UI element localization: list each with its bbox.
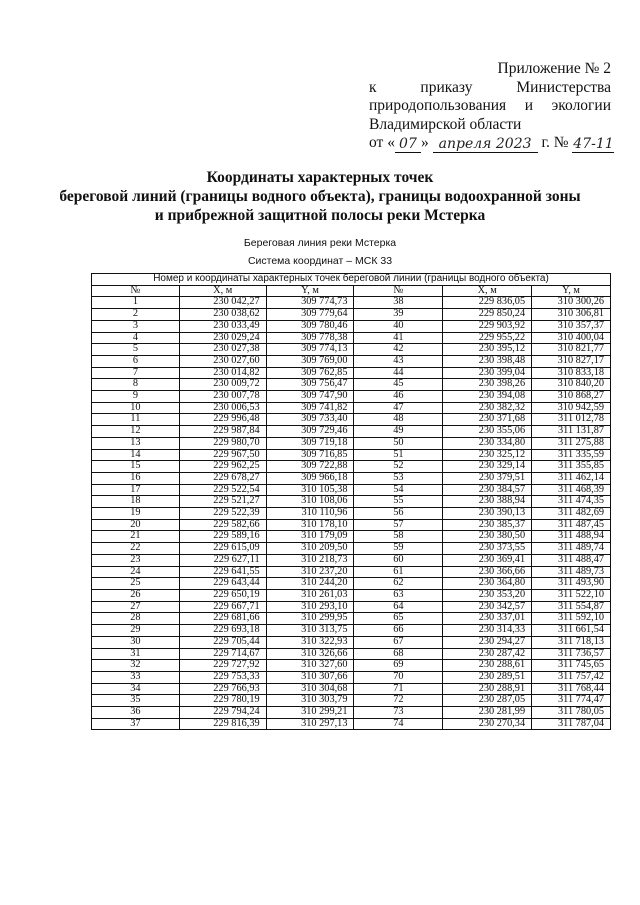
point-number-left: 10 bbox=[92, 402, 180, 414]
point-number-left: 18 bbox=[92, 496, 180, 508]
y-coordinate-right: 311 768,44 bbox=[532, 683, 611, 695]
table-row bbox=[92, 379, 611, 391]
point-number-right: 63 bbox=[354, 589, 443, 601]
point-number-left: 20 bbox=[92, 519, 180, 531]
table-row bbox=[92, 566, 611, 578]
table-header-row bbox=[92, 285, 611, 297]
coordinate-system: Система координат – МСК 33 bbox=[247, 255, 393, 267]
y-coordinate-left: 309 741,82 bbox=[266, 402, 354, 414]
title-line-2: береговой линий (границы водного объекта), границы водоохранной зоны bbox=[59, 188, 581, 205]
table-row bbox=[92, 519, 611, 531]
y-coordinate-right: 311 487,45 bbox=[532, 519, 611, 531]
y-coordinate-left: 310 209,50 bbox=[266, 543, 354, 555]
point-number-left: 19 bbox=[92, 508, 180, 520]
y-coordinate-left: 309 722,88 bbox=[266, 461, 354, 473]
coordinates-table bbox=[91, 273, 611, 730]
point-number-left: 22 bbox=[92, 543, 180, 555]
point-number-right: 39 bbox=[354, 309, 443, 321]
x-coordinate-right: 230 325,12 bbox=[443, 449, 532, 461]
point-number-left: 15 bbox=[92, 461, 180, 473]
x-coordinate-right: 230 288,91 bbox=[443, 683, 532, 695]
appendix-ecology-word: экологии bbox=[551, 97, 611, 114]
point-number-right: 56 bbox=[354, 508, 443, 520]
appendix-line-order bbox=[369, 79, 611, 98]
table-row bbox=[92, 332, 611, 344]
y-coordinate-left: 309 716,85 bbox=[266, 449, 354, 461]
table-row bbox=[92, 414, 611, 426]
point-number-left: 6 bbox=[92, 355, 180, 367]
y-coordinate-right: 311 736,57 bbox=[532, 648, 611, 660]
table-row bbox=[92, 660, 611, 672]
y-coordinate-left: 309 779,64 bbox=[266, 309, 354, 321]
point-number-right: 46 bbox=[354, 391, 443, 403]
x-coordinate-left: 229 615,09 bbox=[179, 543, 266, 555]
appendix-header bbox=[369, 60, 614, 153]
point-number-left: 32 bbox=[92, 660, 180, 672]
table-body bbox=[92, 297, 611, 730]
y-coordinate-right: 310 357,37 bbox=[532, 320, 611, 332]
y-coordinate-left: 310 299,95 bbox=[266, 613, 354, 625]
x-coordinate-left: 229 967,50 bbox=[179, 449, 266, 461]
y-coordinate-left: 310 303,79 bbox=[266, 695, 354, 707]
x-coordinate-right: 229 836,05 bbox=[443, 297, 532, 309]
y-coordinate-right: 310 306,81 bbox=[532, 309, 611, 321]
table-row bbox=[92, 636, 611, 648]
point-number-right: 40 bbox=[354, 320, 443, 332]
y-coordinate-left: 309 762,85 bbox=[266, 367, 354, 379]
point-number-left: 12 bbox=[92, 426, 180, 438]
x-coordinate-left: 229 766,93 bbox=[179, 683, 266, 695]
point-number-left: 9 bbox=[92, 391, 180, 403]
point-number-left: 31 bbox=[92, 648, 180, 660]
x-coordinate-right: 230 289,51 bbox=[443, 671, 532, 683]
point-number-left: 34 bbox=[92, 683, 180, 695]
point-number-left: 17 bbox=[92, 484, 180, 496]
x-coordinate-left: 230 009,72 bbox=[179, 379, 266, 391]
point-number-right: 51 bbox=[354, 449, 443, 461]
y-coordinate-left: 310 244,20 bbox=[266, 578, 354, 590]
point-number-right: 67 bbox=[354, 636, 443, 648]
table-row bbox=[92, 320, 611, 332]
x-coordinate-left: 229 727,92 bbox=[179, 660, 266, 672]
y-coordinate-right: 311 522,10 bbox=[532, 589, 611, 601]
point-number-left: 3 bbox=[92, 320, 180, 332]
x-coordinate-left: 229 582,66 bbox=[179, 519, 266, 531]
y-coordinate-left: 310 297,13 bbox=[266, 718, 354, 730]
point-number-left: 30 bbox=[92, 636, 180, 648]
x-coordinate-right: 230 382,32 bbox=[443, 402, 532, 414]
y-coordinate-right: 311 592,10 bbox=[532, 613, 611, 625]
point-number-left: 4 bbox=[92, 332, 180, 344]
x-coordinate-right: 230 379,51 bbox=[443, 472, 532, 484]
point-number-left: 7 bbox=[92, 367, 180, 379]
x-coordinate-left: 229 987,84 bbox=[179, 426, 266, 438]
y-coordinate-right: 311 787,04 bbox=[532, 718, 611, 730]
table-row bbox=[92, 426, 611, 438]
date-month-year: апреля 2023 bbox=[433, 135, 538, 153]
y-coordinate-right: 311 718,13 bbox=[532, 636, 611, 648]
year-suffix: г. № bbox=[541, 134, 569, 151]
point-number-left: 35 bbox=[92, 695, 180, 707]
point-number-right: 72 bbox=[354, 695, 443, 707]
point-number-right: 59 bbox=[354, 543, 443, 555]
point-number-right: 48 bbox=[354, 414, 443, 426]
x-coordinate-right: 230 385,37 bbox=[443, 519, 532, 531]
table-row bbox=[92, 695, 611, 707]
y-coordinate-right: 311 488,94 bbox=[532, 531, 611, 543]
table-row bbox=[92, 449, 611, 461]
x-coordinate-left: 229 962,25 bbox=[179, 461, 266, 473]
y-coordinate-left: 310 327,60 bbox=[266, 660, 354, 672]
document-title bbox=[0, 168, 640, 225]
y-coordinate-right: 311 462,14 bbox=[532, 472, 611, 484]
y-coordinate-left: 309 729,46 bbox=[266, 426, 354, 438]
y-coordinate-left: 310 307,66 bbox=[266, 671, 354, 683]
y-coordinate-left: 309 756,47 bbox=[266, 379, 354, 391]
y-coordinate-left: 310 299,21 bbox=[266, 707, 354, 719]
x-coordinate-right: 230 398,26 bbox=[443, 379, 532, 391]
x-coordinate-right: 229 850,24 bbox=[443, 309, 532, 321]
y-coordinate-left: 309 769,00 bbox=[266, 355, 354, 367]
point-number-right: 49 bbox=[354, 426, 443, 438]
appendix-nature-word: природопользования bbox=[369, 97, 507, 114]
y-coordinate-right: 311 489,74 bbox=[532, 543, 611, 555]
point-number-right: 57 bbox=[354, 519, 443, 531]
y-coordinate-right: 311 474,35 bbox=[532, 496, 611, 508]
x-coordinate-left: 229 753,33 bbox=[179, 671, 266, 683]
point-number-right: 58 bbox=[354, 531, 443, 543]
point-number-left: 23 bbox=[92, 554, 180, 566]
point-number-right: 70 bbox=[354, 671, 443, 683]
y-coordinate-left: 310 178,10 bbox=[266, 519, 354, 531]
x-coordinate-right: 230 342,57 bbox=[443, 601, 532, 613]
table-row bbox=[92, 402, 611, 414]
y-coordinate-right: 311 335,59 bbox=[532, 449, 611, 461]
x-coordinate-right: 230 369,41 bbox=[443, 554, 532, 566]
y-coordinate-left: 309 778,38 bbox=[266, 332, 354, 344]
x-coordinate-left: 229 780,19 bbox=[179, 695, 266, 707]
y-coordinate-left: 310 304,68 bbox=[266, 683, 354, 695]
x-coordinate-right: 230 366,66 bbox=[443, 566, 532, 578]
y-coordinate-left: 310 313,75 bbox=[266, 625, 354, 637]
point-number-right: 71 bbox=[354, 683, 443, 695]
x-coordinate-right: 230 364,80 bbox=[443, 578, 532, 590]
x-coordinate-right: 230 353,20 bbox=[443, 589, 532, 601]
table-row bbox=[92, 543, 611, 555]
appendix-region: Владимирской области bbox=[369, 115, 522, 133]
x-coordinate-right: 230 398,48 bbox=[443, 355, 532, 367]
y-coordinate-left: 309 780,46 bbox=[266, 320, 354, 332]
y-coordinate-left: 310 261,03 bbox=[266, 589, 354, 601]
table-row bbox=[92, 472, 611, 484]
y-coordinate-right: 311 774,47 bbox=[532, 695, 611, 707]
x-coordinate-right: 230 287,05 bbox=[443, 695, 532, 707]
x-coordinate-right: 230 395,12 bbox=[443, 344, 532, 356]
y-coordinate-right: 311 489,73 bbox=[532, 566, 611, 578]
table-row bbox=[92, 391, 611, 403]
x-coordinate-right: 230 394,08 bbox=[443, 391, 532, 403]
y-coordinate-left: 309 719,18 bbox=[266, 437, 354, 449]
date-mid: » bbox=[420, 134, 429, 151]
y-coordinate-right: 311 482,69 bbox=[532, 508, 611, 520]
x-coordinate-right: 230 373,55 bbox=[443, 543, 532, 555]
y-coordinate-right: 310 833,18 bbox=[532, 367, 611, 379]
x-coordinate-right: 230 337,01 bbox=[443, 613, 532, 625]
point-number-right: 65 bbox=[354, 613, 443, 625]
point-number-right: 64 bbox=[354, 601, 443, 613]
point-number-right: 73 bbox=[354, 707, 443, 719]
y-coordinate-right: 310 868,27 bbox=[532, 391, 611, 403]
y-coordinate-right: 310 821,77 bbox=[532, 344, 611, 356]
y-coordinate-left: 310 105,38 bbox=[266, 484, 354, 496]
point-number-right: 61 bbox=[354, 566, 443, 578]
appendix-to-word: к bbox=[369, 78, 377, 96]
appendix-order-word: приказу bbox=[420, 78, 473, 96]
table-row bbox=[92, 437, 611, 449]
x-coordinate-left: 229 650,19 bbox=[179, 589, 266, 601]
y-coordinate-left: 310 322,93 bbox=[266, 636, 354, 648]
point-number-right: 60 bbox=[354, 554, 443, 566]
x-coordinate-left: 230 027,60 bbox=[179, 355, 266, 367]
x-coordinate-left: 229 667,71 bbox=[179, 601, 266, 613]
y-coordinate-right: 311 757,42 bbox=[532, 671, 611, 683]
table-row bbox=[92, 355, 611, 367]
y-coordinate-left: 310 110,96 bbox=[266, 508, 354, 520]
y-coordinate-left: 310 237,20 bbox=[266, 566, 354, 578]
x-coordinate-left: 229 794,24 bbox=[179, 707, 266, 719]
table-row bbox=[92, 601, 611, 613]
y-coordinate-left: 310 218,73 bbox=[266, 554, 354, 566]
point-number-left: 26 bbox=[92, 589, 180, 601]
x-coordinate-right: 230 270,34 bbox=[443, 718, 532, 730]
point-number-right: 74 bbox=[354, 718, 443, 730]
table-row bbox=[92, 671, 611, 683]
x-coordinate-left: 229 681,66 bbox=[179, 613, 266, 625]
x-coordinate-left: 230 038,62 bbox=[179, 309, 266, 321]
point-number-left: 36 bbox=[92, 707, 180, 719]
x-coordinate-left: 229 589,16 bbox=[179, 531, 266, 543]
point-number-left: 21 bbox=[92, 531, 180, 543]
point-number-right: 68 bbox=[354, 648, 443, 660]
x-coordinate-left: 230 027,38 bbox=[179, 344, 266, 356]
table-row bbox=[92, 508, 611, 520]
point-number-left: 1 bbox=[92, 297, 180, 309]
header-y-right: Y, м bbox=[532, 285, 611, 297]
x-coordinate-left: 229 522,39 bbox=[179, 508, 266, 520]
x-coordinate-left: 229 521,27 bbox=[179, 496, 266, 508]
header-y-left: Y, м bbox=[266, 285, 354, 297]
point-number-right: 62 bbox=[354, 578, 443, 590]
title-line-1: Координаты характерных точек bbox=[206, 169, 434, 186]
appendix-ministry-word: Министерства bbox=[516, 78, 611, 96]
x-coordinate-left: 229 996,48 bbox=[179, 414, 266, 426]
x-coordinate-left: 229 522,54 bbox=[179, 484, 266, 496]
x-coordinate-right: 230 355,06 bbox=[443, 426, 532, 438]
point-number-left: 37 bbox=[92, 718, 180, 730]
y-coordinate-right: 311 745,65 bbox=[532, 660, 611, 672]
y-coordinate-left: 310 108,06 bbox=[266, 496, 354, 508]
point-number-left: 11 bbox=[92, 414, 180, 426]
x-coordinate-left: 229 816,39 bbox=[179, 718, 266, 730]
title-line-3: и прибрежной защитной полосы реки Мстерка bbox=[154, 207, 486, 224]
y-coordinate-left: 310 179,09 bbox=[266, 531, 354, 543]
table-row bbox=[92, 707, 611, 719]
point-number-right: 50 bbox=[354, 437, 443, 449]
x-coordinate-left: 229 643,44 bbox=[179, 578, 266, 590]
point-number-left: 8 bbox=[92, 379, 180, 391]
x-coordinate-left: 229 678,27 bbox=[179, 472, 266, 484]
order-number: 47-11 bbox=[573, 135, 614, 152]
x-coordinate-right: 230 294,27 bbox=[443, 636, 532, 648]
point-number-right: 42 bbox=[354, 344, 443, 356]
header-number-left: № bbox=[92, 285, 180, 297]
x-coordinate-left: 230 007,78 bbox=[179, 391, 266, 403]
x-coordinate-right: 230 388,94 bbox=[443, 496, 532, 508]
header-x-left: X, м bbox=[179, 285, 266, 297]
y-coordinate-right: 310 840,20 bbox=[532, 379, 611, 391]
y-coordinate-left: 309 733,40 bbox=[266, 414, 354, 426]
y-coordinate-left: 309 966,18 bbox=[266, 472, 354, 484]
y-coordinate-right: 311 661,54 bbox=[532, 625, 611, 637]
table-row bbox=[92, 367, 611, 379]
point-number-left: 13 bbox=[92, 437, 180, 449]
x-coordinate-left: 229 693,18 bbox=[179, 625, 266, 637]
appendix-order-line bbox=[369, 134, 614, 153]
table-row bbox=[92, 554, 611, 566]
x-coordinate-right: 230 371,68 bbox=[443, 414, 532, 426]
x-coordinate-left: 229 627,11 bbox=[179, 554, 266, 566]
x-coordinate-left: 229 714,67 bbox=[179, 648, 266, 660]
x-coordinate-right: 230 281,99 bbox=[443, 707, 532, 719]
table-row bbox=[92, 309, 611, 321]
y-coordinate-left: 309 774,73 bbox=[266, 297, 354, 309]
table-row bbox=[92, 613, 611, 625]
x-coordinate-right: 230 288,61 bbox=[443, 660, 532, 672]
point-number-right: 43 bbox=[354, 355, 443, 367]
x-coordinate-left: 230 042,27 bbox=[179, 297, 266, 309]
y-coordinate-right: 311 275,88 bbox=[532, 437, 611, 449]
x-coordinate-left: 230 014,82 bbox=[179, 367, 266, 379]
table-row bbox=[92, 625, 611, 637]
appendix-title: Приложение № 2 bbox=[497, 60, 611, 77]
table-caption-row bbox=[92, 274, 611, 286]
point-number-left: 2 bbox=[92, 309, 180, 321]
table-row bbox=[92, 683, 611, 695]
y-coordinate-right: 311 493,90 bbox=[532, 578, 611, 590]
table-caption: Номер и координаты характерных точек береговой линии (границы водного объекта) bbox=[92, 274, 611, 286]
point-number-right: 53 bbox=[354, 472, 443, 484]
y-coordinate-right: 311 131,87 bbox=[532, 426, 611, 438]
table-row bbox=[92, 344, 611, 356]
point-number-right: 54 bbox=[354, 484, 443, 496]
y-coordinate-left: 309 747,90 bbox=[266, 391, 354, 403]
table-row bbox=[92, 297, 611, 309]
table-row bbox=[92, 578, 611, 590]
x-coordinate-right: 230 399,04 bbox=[443, 367, 532, 379]
header-number-right: № bbox=[354, 285, 443, 297]
point-number-right: 45 bbox=[354, 379, 443, 391]
date-day: 07 bbox=[395, 135, 421, 153]
x-coordinate-left: 230 029,24 bbox=[179, 332, 266, 344]
y-coordinate-right: 311 554,87 bbox=[532, 601, 611, 613]
appendix-line-ministry bbox=[369, 97, 611, 116]
point-number-right: 69 bbox=[354, 660, 443, 672]
x-coordinate-left: 229 705,44 bbox=[179, 636, 266, 648]
point-number-right: 55 bbox=[354, 496, 443, 508]
y-coordinate-right: 310 300,26 bbox=[532, 297, 611, 309]
point-number-right: 52 bbox=[354, 461, 443, 473]
table-row bbox=[92, 718, 611, 730]
table-row bbox=[92, 589, 611, 601]
y-coordinate-left: 310 293,10 bbox=[266, 601, 354, 613]
point-number-left: 5 bbox=[92, 344, 180, 356]
x-coordinate-left: 229 980,70 bbox=[179, 437, 266, 449]
y-coordinate-right: 311 355,85 bbox=[532, 461, 611, 473]
point-number-left: 14 bbox=[92, 449, 180, 461]
x-coordinate-right: 230 390,13 bbox=[443, 508, 532, 520]
shoreline-subtitle: Береговая линия реки Мстерка bbox=[243, 237, 397, 249]
table-row bbox=[92, 496, 611, 508]
x-coordinate-right: 229 955,22 bbox=[443, 332, 532, 344]
point-number-right: 47 bbox=[354, 402, 443, 414]
point-number-left: 28 bbox=[92, 613, 180, 625]
point-number-left: 16 bbox=[92, 472, 180, 484]
x-coordinate-left: 229 641,55 bbox=[179, 566, 266, 578]
x-coordinate-right: 230 329,14 bbox=[443, 461, 532, 473]
y-coordinate-right: 311 468,39 bbox=[532, 484, 611, 496]
y-coordinate-right: 310 400,04 bbox=[532, 332, 611, 344]
y-coordinate-left: 309 774,13 bbox=[266, 344, 354, 356]
x-coordinate-right: 230 384,57 bbox=[443, 484, 532, 496]
date-prefix: от « bbox=[369, 134, 395, 151]
point-number-right: 44 bbox=[354, 367, 443, 379]
x-coordinate-right: 230 314,33 bbox=[443, 625, 532, 637]
point-number-left: 33 bbox=[92, 671, 180, 683]
x-coordinate-right: 229 903,92 bbox=[443, 320, 532, 332]
header-x-right: X, м bbox=[443, 285, 532, 297]
y-coordinate-right: 311 488,47 bbox=[532, 554, 611, 566]
x-coordinate-left: 230 033,49 bbox=[179, 320, 266, 332]
point-number-left: 24 bbox=[92, 566, 180, 578]
x-coordinate-right: 230 334,80 bbox=[443, 437, 532, 449]
point-number-left: 27 bbox=[92, 601, 180, 613]
point-number-right: 66 bbox=[354, 625, 443, 637]
x-coordinate-right: 230 287,42 bbox=[443, 648, 532, 660]
point-number-left: 25 bbox=[92, 578, 180, 590]
y-coordinate-right: 310 942,59 bbox=[532, 402, 611, 414]
point-number-right: 38 bbox=[354, 297, 443, 309]
y-coordinate-right: 311 012,78 bbox=[532, 414, 611, 426]
point-number-left: 29 bbox=[92, 625, 180, 637]
table-row bbox=[92, 648, 611, 660]
y-coordinate-right: 311 780,05 bbox=[532, 707, 611, 719]
y-coordinate-right: 310 827,17 bbox=[532, 355, 611, 367]
x-coordinate-left: 230 006,53 bbox=[179, 402, 266, 414]
appendix-and-word: и bbox=[524, 97, 534, 114]
table-row bbox=[92, 461, 611, 473]
point-number-right: 41 bbox=[354, 332, 443, 344]
x-coordinate-right: 230 380,50 bbox=[443, 531, 532, 543]
y-coordinate-left: 310 326,66 bbox=[266, 648, 354, 660]
table-row bbox=[92, 484, 611, 496]
table-row bbox=[92, 531, 611, 543]
